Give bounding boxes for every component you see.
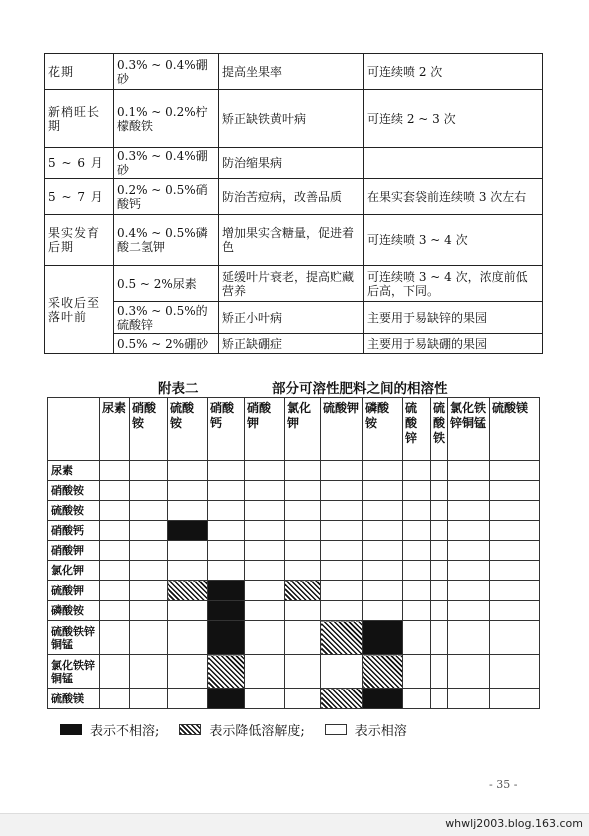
row-header: 硫酸铁锌铜锰	[48, 621, 100, 655]
legend-item-incompatible	[60, 720, 159, 739]
compatible-cell	[168, 655, 208, 689]
compatible-cell	[208, 481, 245, 501]
compatible-cell	[100, 561, 130, 581]
compatible-cell	[490, 561, 540, 581]
compatible-cell	[403, 581, 431, 601]
black-swatch-icon	[60, 724, 82, 735]
compatible-cell	[130, 601, 168, 621]
incompatible-cell	[168, 521, 208, 541]
compatible-cell	[490, 501, 540, 521]
column-header: 尿素	[100, 398, 130, 461]
compatible-cell	[403, 501, 431, 521]
page-number: - 35 -	[489, 778, 518, 791]
compatible-cell	[100, 655, 130, 689]
concentration-cell: 0.3% ~ 0.4%硼砂	[114, 54, 219, 90]
compatible-cell	[130, 521, 168, 541]
compatible-cell	[490, 581, 540, 601]
purpose-cell: 增加果实含糖量，促进着色	[219, 215, 364, 266]
compatible-cell	[490, 481, 540, 501]
compatible-cell	[403, 461, 431, 481]
matrix-row	[48, 621, 540, 655]
compatible-cell	[100, 521, 130, 541]
compatible-cell	[431, 581, 448, 601]
compatible-cell	[431, 561, 448, 581]
compatible-cell	[130, 621, 168, 655]
concentration-cell: 0.3% ~ 0.4%硼砂	[114, 148, 219, 179]
compatible-cell	[130, 581, 168, 601]
compatible-cell	[403, 621, 431, 655]
period-cell: 5 ~ 6 月	[45, 148, 114, 179]
appendix-caption	[0, 375, 589, 395]
compatible-cell	[448, 621, 490, 655]
compatible-cell	[363, 601, 403, 621]
compatible-cell	[130, 689, 168, 709]
reduced-solubility-cell	[363, 655, 403, 689]
compatible-cell	[431, 655, 448, 689]
compatible-cell	[100, 581, 130, 601]
matrix-row	[48, 461, 540, 481]
compatible-cell	[168, 501, 208, 521]
compatible-cell	[208, 501, 245, 521]
compatible-cell	[208, 461, 245, 481]
watermark-text: whwlj2003.blog.163.com	[445, 817, 583, 830]
legend-label: 表示降低溶解度;	[209, 723, 305, 739]
table-row	[45, 54, 543, 90]
purpose-cell: 提高坐果率	[219, 54, 364, 90]
legend-label: 表示不相溶;	[90, 723, 160, 739]
note-cell: 主要用于易缺锌的果园	[364, 302, 543, 334]
compatible-cell	[321, 601, 363, 621]
incompatible-cell	[208, 601, 245, 621]
compatible-cell	[208, 521, 245, 541]
column-header: 硫酸铵	[168, 398, 208, 461]
row-header: 硫酸铵	[48, 501, 100, 521]
table-row	[45, 266, 543, 302]
compatible-cell	[168, 689, 208, 709]
compatible-cell	[245, 621, 285, 655]
matrix-row	[48, 581, 540, 601]
legend	[60, 719, 427, 739]
compatible-cell	[100, 501, 130, 521]
compatible-cell	[208, 561, 245, 581]
compatible-cell	[448, 521, 490, 541]
matrix-header-row	[48, 398, 540, 461]
concentration-cell: 0.1% ~ 0.2%柠檬酸铁	[114, 90, 219, 148]
compatible-cell	[321, 581, 363, 601]
table-row	[45, 90, 543, 148]
period-cell: 新梢旺长期	[45, 90, 114, 148]
note-cell: 主要用于易缺硼的果园	[364, 334, 543, 354]
note-cell: 可连续喷 2 次	[364, 54, 543, 90]
compatible-cell	[431, 501, 448, 521]
column-header: 硫酸钾	[321, 398, 363, 461]
compatible-cell	[208, 541, 245, 561]
compatible-cell	[245, 581, 285, 601]
compatible-cell	[490, 601, 540, 621]
concentration-cell: 0.2% ~ 0.5%硝酸钙	[114, 179, 219, 215]
matrix-row	[48, 501, 540, 521]
compatible-cell	[363, 481, 403, 501]
compatible-cell	[448, 601, 490, 621]
row-header: 氯化钾	[48, 561, 100, 581]
compatible-cell	[363, 561, 403, 581]
compatible-cell	[403, 655, 431, 689]
note-cell: 在果实套袋前连续喷 3 次左右	[364, 179, 543, 215]
concentration-cell: 0.5% ~ 2%硼砂	[114, 334, 219, 354]
incompatible-cell	[363, 621, 403, 655]
note-cell: 可连续喷 3 ~ 4 次	[364, 215, 543, 266]
compatible-cell	[245, 601, 285, 621]
compatible-cell	[363, 581, 403, 601]
compatible-cell	[403, 481, 431, 501]
compatible-cell	[168, 561, 208, 581]
reduced-solubility-cell	[168, 581, 208, 601]
compatible-cell	[403, 561, 431, 581]
compatible-cell	[448, 541, 490, 561]
column-header: 氯化铁锌铜锰	[448, 398, 490, 461]
compatible-cell	[245, 521, 285, 541]
matrix-row	[48, 481, 540, 501]
column-header: 硫酸镁	[490, 398, 540, 461]
compatible-cell	[363, 521, 403, 541]
row-header: 尿素	[48, 461, 100, 481]
reduced-solubility-cell	[321, 689, 363, 709]
compatible-cell	[448, 655, 490, 689]
incompatible-cell	[363, 689, 403, 709]
row-header: 硝酸钾	[48, 541, 100, 561]
compatible-cell	[448, 501, 490, 521]
compatible-cell	[100, 461, 130, 481]
legend-item-compatible	[325, 720, 407, 739]
reduced-solubility-cell	[321, 621, 363, 655]
reduced-solubility-cell	[285, 581, 321, 601]
purpose-cell: 防治苦痘病，改善品质	[219, 179, 364, 215]
compatible-cell	[130, 481, 168, 501]
compatible-cell	[285, 501, 321, 521]
compatible-cell	[130, 655, 168, 689]
note-cell: 可连续 2 ~ 3 次	[364, 90, 543, 148]
legend-label: 表示相溶	[354, 723, 407, 739]
column-header: 硫酸锌	[403, 398, 431, 461]
compatible-cell	[403, 541, 431, 561]
compatible-cell	[403, 521, 431, 541]
table-row	[45, 179, 543, 215]
compatible-cell	[448, 461, 490, 481]
concentration-cell: 0.3% ~ 0.5%的硫酸锌	[114, 302, 219, 334]
compatible-cell	[100, 601, 130, 621]
compatible-cell	[245, 689, 285, 709]
compatible-cell	[490, 521, 540, 541]
row-header: 硫酸钾	[48, 581, 100, 601]
compatible-cell	[363, 461, 403, 481]
incompatible-cell	[208, 581, 245, 601]
period-cell: 果实发育后期	[45, 215, 114, 266]
compatible-cell	[245, 461, 285, 481]
row-header: 硝酸铵	[48, 481, 100, 501]
compatible-cell	[245, 501, 285, 521]
purpose-cell: 矫正缺铁黄叶病	[219, 90, 364, 148]
compatible-cell	[130, 561, 168, 581]
note-cell: 可连续喷 3 ~ 4 次，浓度前低后高，下同。	[364, 266, 543, 302]
compatible-cell	[321, 521, 363, 541]
compatible-cell	[490, 621, 540, 655]
matrix-row	[48, 541, 540, 561]
compatible-cell	[245, 561, 285, 581]
compatible-cell	[363, 541, 403, 561]
compatible-cell	[431, 621, 448, 655]
compatible-cell	[245, 481, 285, 501]
compatible-cell	[431, 541, 448, 561]
purpose-cell: 防治缩果病	[219, 148, 364, 179]
compatible-cell	[285, 689, 321, 709]
compatible-cell	[490, 655, 540, 689]
compatible-cell	[363, 501, 403, 521]
matrix-row	[48, 601, 540, 621]
compatible-cell	[448, 689, 490, 709]
period-cell: 花期	[45, 54, 114, 90]
matrix-row	[48, 655, 540, 689]
compatible-cell	[490, 689, 540, 709]
compatible-cell	[431, 521, 448, 541]
compatible-cell	[285, 561, 321, 581]
compatible-cell	[100, 541, 130, 561]
compatible-cell	[431, 481, 448, 501]
purpose-cell: 矫正缺硼症	[219, 334, 364, 354]
period-cell: 5 ~ 7 月	[45, 179, 114, 215]
spray-schedule-table	[44, 53, 543, 354]
compatible-cell	[130, 461, 168, 481]
compatible-cell	[100, 689, 130, 709]
matrix-row	[48, 521, 540, 541]
compatible-cell	[100, 481, 130, 501]
matrix-corner	[48, 398, 100, 461]
compatible-cell	[431, 601, 448, 621]
reduced-solubility-cell	[208, 655, 245, 689]
column-header: 硝酸铵	[130, 398, 168, 461]
appendix-label: 附表二	[158, 381, 199, 397]
blog-footer	[0, 813, 589, 836]
purpose-cell: 延缓叶片衰老，提高贮藏营养	[219, 266, 364, 302]
column-header: 硫酸铁	[431, 398, 448, 461]
table-row	[45, 302, 543, 334]
compatible-cell	[285, 481, 321, 501]
compatibility-matrix	[47, 397, 540, 709]
compatible-cell	[321, 461, 363, 481]
compatible-cell	[431, 461, 448, 481]
incompatible-cell	[208, 621, 245, 655]
hatched-swatch-icon	[179, 724, 201, 735]
compatible-cell	[168, 481, 208, 501]
compatible-cell	[100, 621, 130, 655]
compatible-cell	[285, 655, 321, 689]
period-cell: 采收后至落叶前	[45, 266, 114, 354]
compatible-cell	[285, 621, 321, 655]
compatible-cell	[321, 481, 363, 501]
matrix-row	[48, 689, 540, 709]
compatible-cell	[431, 689, 448, 709]
compatible-cell	[321, 501, 363, 521]
appendix-title: 部分可溶性肥料之间的相溶性	[272, 381, 448, 397]
table-row	[45, 215, 543, 266]
matrix-row	[48, 561, 540, 581]
column-header: 硝酸钙	[208, 398, 245, 461]
compatible-cell	[448, 561, 490, 581]
column-header: 硝酸钾	[245, 398, 285, 461]
compatible-cell	[130, 501, 168, 521]
incompatible-cell	[208, 689, 245, 709]
legend-item-reduced	[179, 720, 304, 739]
compatible-cell	[321, 541, 363, 561]
compatible-cell	[448, 481, 490, 501]
compatible-cell	[285, 521, 321, 541]
table-row	[45, 334, 543, 354]
concentration-cell: 0.5 ~ 2%尿素	[114, 266, 219, 302]
compatible-cell	[490, 461, 540, 481]
compatible-cell	[448, 581, 490, 601]
compatible-cell	[321, 561, 363, 581]
compatible-cell	[403, 601, 431, 621]
compatible-cell	[321, 655, 363, 689]
row-header: 磷酸铵	[48, 601, 100, 621]
row-header: 硝酸钙	[48, 521, 100, 541]
concentration-cell: 0.4% ~ 0.5%磷酸二氢钾	[114, 215, 219, 266]
compatible-cell	[168, 461, 208, 481]
compatible-cell	[285, 601, 321, 621]
row-header: 硫酸镁	[48, 689, 100, 709]
compatible-cell	[490, 541, 540, 561]
empty-swatch-icon	[325, 724, 347, 735]
column-header: 磷酸铵	[363, 398, 403, 461]
table-row	[45, 148, 543, 179]
compatible-cell	[245, 655, 285, 689]
compatible-cell	[130, 541, 168, 561]
purpose-cell: 矫正小叶病	[219, 302, 364, 334]
compatible-cell	[285, 461, 321, 481]
compatible-cell	[285, 541, 321, 561]
compatible-cell	[168, 601, 208, 621]
compatible-cell	[168, 621, 208, 655]
row-header: 氯化铁锌铜锰	[48, 655, 100, 689]
compatible-cell	[168, 541, 208, 561]
compatible-cell	[403, 689, 431, 709]
column-header: 氯化钾	[285, 398, 321, 461]
note-cell	[364, 148, 543, 179]
compatible-cell	[245, 541, 285, 561]
